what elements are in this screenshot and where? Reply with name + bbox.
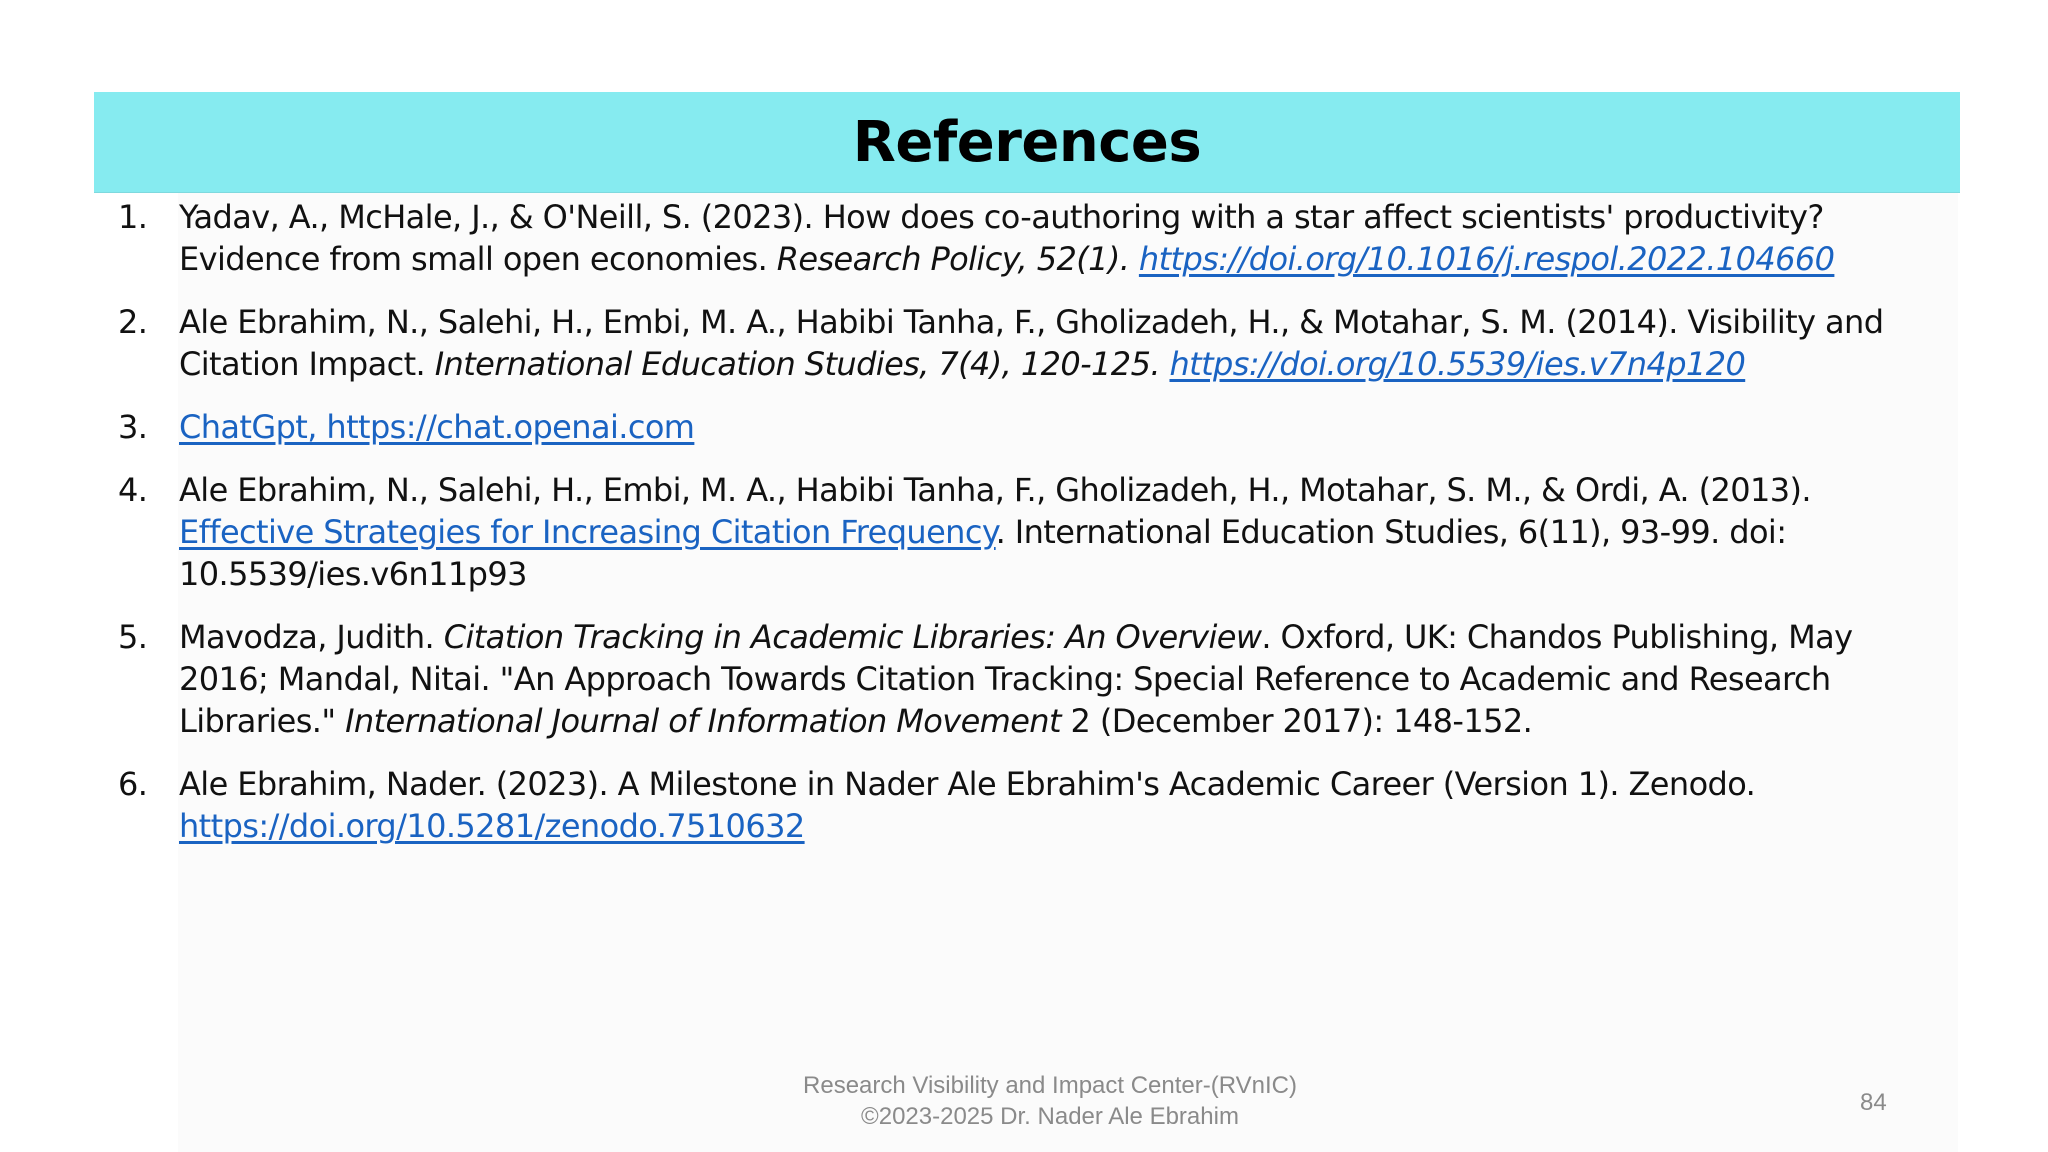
- reference-text: Ale Ebrahim, N., Salehi, H., Embi, M. A., Habibi Tanha, F., Gholizadeh, H., Motahar, S. M., & Ordi, A. (2013).: [179, 471, 1811, 509]
- reference-item-2: [118, 301, 1938, 385]
- reference-tail: . International Education Studies, 6(11), 93-99. doi: 10.5539/ies.v6n11p93: [179, 513, 1787, 593]
- reference-chatgpt-link[interactable]: ChatGpt, https://chat.openai.com: [179, 408, 695, 446]
- reference-source: International Education Studies, 7(4), 120-125.: [434, 345, 1170, 383]
- slide-footer: [700, 1070, 1400, 1132]
- reference-list: [118, 196, 1938, 868]
- reference-text: . Oxford, UK: Chandos Publishing, May 2016; Mandal, Nitai. "An Approach Towards Citation Tracking: Special Reference to Academic and Research Libraries.": [179, 618, 1853, 740]
- reference-item-1: [118, 196, 1938, 280]
- reference-number: 1.: [118, 198, 148, 236]
- title-bar: [94, 92, 1960, 193]
- reference-doi-link[interactable]: https://doi.org/10.5539/ies.v7n4p120: [1169, 345, 1746, 383]
- reference-item-3: [118, 406, 1938, 448]
- reference-text: Yadav, A., McHale, J., & O'Neill, S. (2023). How does co-authoring with a star affect scientists' productivity? Evidence from small open economies.: [179, 198, 1824, 278]
- reference-item-4: [118, 469, 1938, 595]
- reference-item-5: [118, 616, 1938, 742]
- reference-text: Ale Ebrahim, N., Salehi, H., Embi, M. A., Habibi Tanha, F., Gholizadeh, H., & Motahar, S. M. (2014). Visibility and Citation Impact.: [179, 303, 1884, 383]
- footer-line-1: Research Visibility and Impact Center-(RVnIC): [803, 1072, 1297, 1099]
- reference-number: 6.: [118, 765, 148, 803]
- reference-item-6: [118, 763, 1938, 847]
- page-number: 84: [1860, 1089, 1887, 1116]
- reference-text: 2 (December 2017): 148-152.: [1060, 702, 1533, 740]
- reference-number: 3.: [118, 408, 148, 446]
- footer-line-2: ©2023-2025 Dr. Nader Ale Ebrahim: [861, 1103, 1239, 1130]
- reference-number: 2.: [118, 303, 148, 341]
- reference-doi-link[interactable]: https://doi.org/10.1016/j.respol.2022.104660: [1138, 240, 1835, 278]
- reference-doi-link[interactable]: https://doi.org/10.5281/zenodo.7510632: [179, 807, 805, 845]
- reference-number: 5.: [118, 618, 148, 656]
- reference-number: 4.: [118, 471, 148, 509]
- reference-journal-title: International Journal of Information Movement: [345, 702, 1061, 740]
- reference-text: Mavodza, Judith.: [179, 618, 444, 656]
- slide-title: References: [852, 109, 1202, 175]
- reference-article-link[interactable]: Effective Strategies for Increasing Citation Frequency: [179, 513, 996, 551]
- reference-source: Research Policy, 52(1).: [776, 240, 1139, 278]
- reference-book-title: Citation Tracking in Academic Libraries: An Overview: [443, 618, 1262, 656]
- reference-text: Ale Ebrahim, Nader. (2023). A Milestone in Nader Ale Ebrahim's Academic Career (Version 1). Zenodo.: [179, 765, 1756, 803]
